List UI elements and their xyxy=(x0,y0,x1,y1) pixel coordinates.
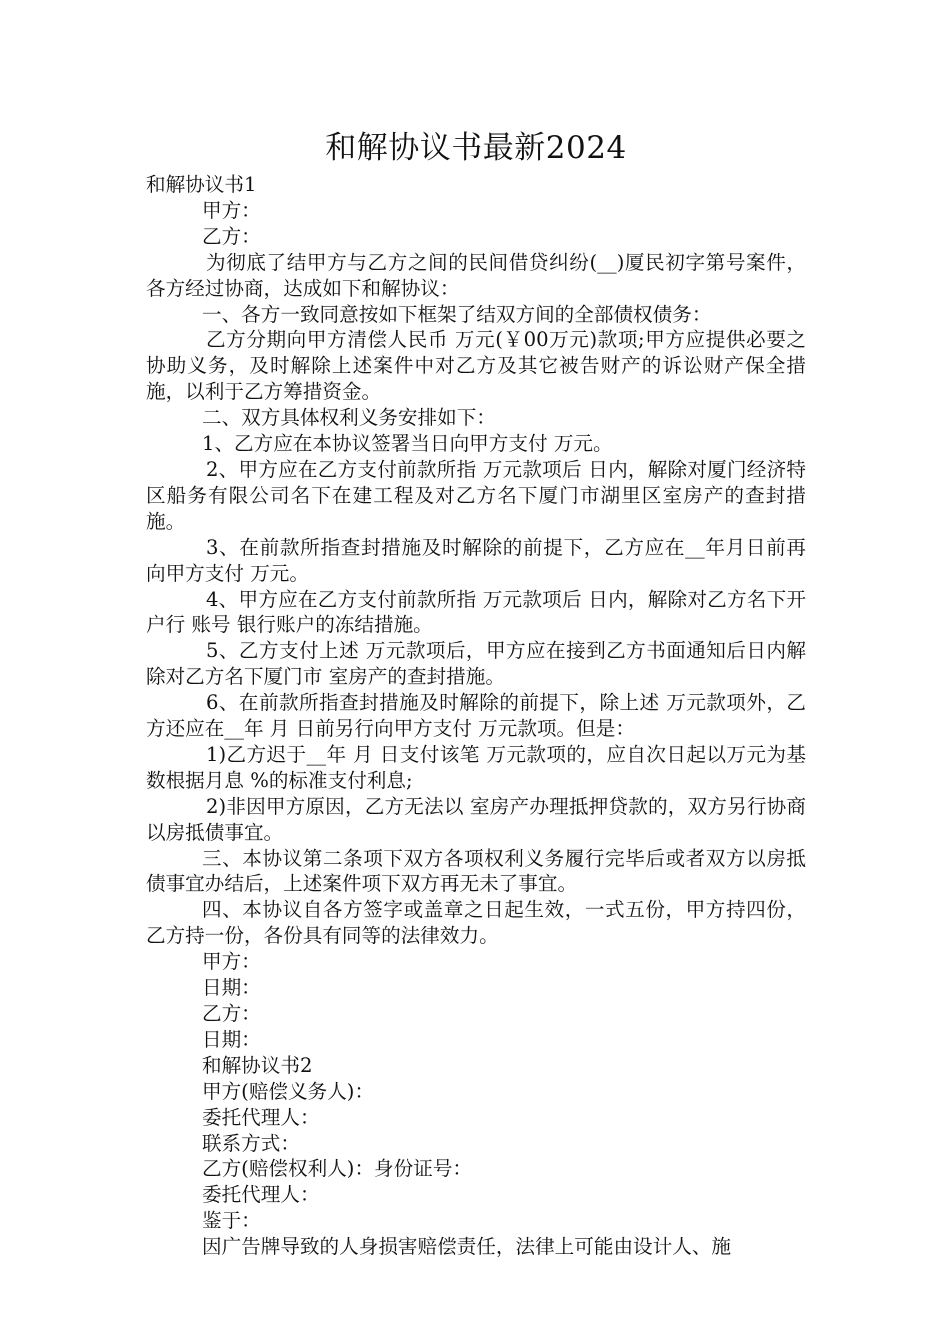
paragraph: 甲方： xyxy=(202,950,261,974)
paragraph: 乙方： xyxy=(202,1002,261,1025)
paragraph: 2)非因甲方原因，乙方无法以 室房产办理抵押贷款的，双方另行协商以房抵债事宜。 xyxy=(146,794,806,844)
paragraph: 和解协议书2 xyxy=(202,1053,313,1077)
paragraph: 6、在前款所指查封措施及时解除的前提下，除上述 万元款项外，乙方还应在__年 月 日前另行向甲方支付 万元款项。但是： xyxy=(146,691,806,741)
paragraph: 1、乙方应在本协议签署当日向甲方支付 万元。 xyxy=(202,432,613,456)
paragraph: 因广告牌导致的人身损害赔偿责任，法律上可能由设计人、施 xyxy=(202,1235,732,1259)
paragraph: 甲方(赔偿义务人)： xyxy=(202,1079,375,1103)
paragraph: 二、双方具体权利义务安排如下： xyxy=(202,406,496,430)
document-body xyxy=(146,172,806,1260)
document-title: 和解协议书最新2024 xyxy=(325,130,627,166)
paragraph: 乙方： xyxy=(202,224,261,248)
paragraph: 鉴于： xyxy=(202,1209,261,1233)
paragraph: 联系方式： xyxy=(202,1131,300,1155)
paragraph: 乙方分期向甲方清偿人民币 万元(￥00万元)款项;甲方应提供必要之协助义务，及时解除上述案件中对乙方及其它被告财产的诉讼财产保全措施，以利于乙方筹措资金。 xyxy=(146,328,806,404)
paragraph: 委托代理人： xyxy=(202,1105,320,1129)
paragraph: 三、本协议第二条项下双方各项权利义务履行完毕后或者双方以房抵债事宜办结后，上述案件项下双方再无未了事宜。 xyxy=(146,846,806,896)
paragraph: 一、各方一致同意按如下框架了结双方间的全部债权债务： xyxy=(202,302,712,326)
paragraph: 2、甲方应在乙方支付前款所指 万元款项后 日内，解除对厦门经济特区船务有限公司名下在建工程及对乙方名下厦门市湖里区室房产的查封措施。 xyxy=(146,457,806,533)
paragraph: 委托代理人： xyxy=(202,1183,320,1207)
paragraph: 四、本协议自各方签字或盖章之日起生效，一式五份，甲方持四份，乙方持一份，各份具有同等的法律效力。 xyxy=(146,898,806,948)
paragraph: 1)乙方迟于__年 月 日支付该笔 万元款项的，应自次日起以万元为基数根据月息 %的标准支付利息; xyxy=(146,742,806,792)
paragraph: 乙方(赔偿权利人)：身份证号： xyxy=(202,1157,473,1181)
paragraph: 5、乙方支付上述 万元款项后，甲方应在接到乙方书面通知后日内解除对乙方名下厦门市 室房产的查封措施。 xyxy=(146,639,806,689)
paragraph: 为彻底了结甲方与乙方之间的民间借贷纠纷(__)厦民初字第号案件，各方经过协商，达成如下和解协议： xyxy=(146,250,806,300)
paragraph: 3、在前款所指查封措施及时解除的前提下，乙方应在__年月日前再向甲方支付 万元。 xyxy=(146,535,806,585)
paragraph: 4、甲方应在乙方支付前款所指 万元款项后 日内，解除对乙方名下开户行 账号 银行账户的冻结措施。 xyxy=(146,587,806,637)
paragraph: 日期： xyxy=(202,1027,261,1051)
paragraph: 和解协议书1 xyxy=(146,173,257,196)
paragraph: 甲方： xyxy=(202,198,261,222)
paragraph: 日期： xyxy=(202,976,261,1000)
